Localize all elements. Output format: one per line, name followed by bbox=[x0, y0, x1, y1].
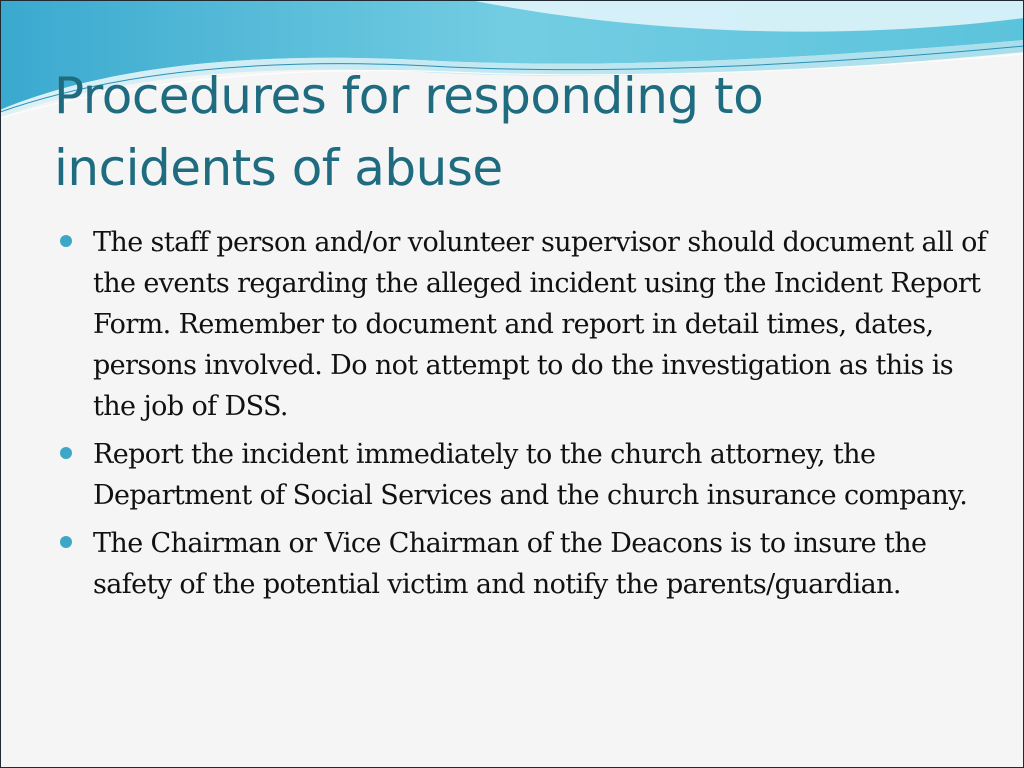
bullet-item bbox=[57, 434, 997, 516]
bullet-text: The staff person and/or volunteer supervisor should document all of the events regarding the alleged incident using the Incident Report Form. Remember to document and report in detail times, dates, persons involved. Do not attempt to do the investigation as this is the job of DSS. bbox=[93, 227, 987, 422]
bullet-item bbox=[57, 523, 997, 605]
bullet-text: Report the incident immediately to the church attorney, the Department of Social Services and the church insurance company. bbox=[93, 439, 968, 511]
bullet-dot-icon bbox=[60, 235, 72, 247]
title-line-2: incidents of abuse bbox=[54, 139, 503, 197]
bullet-dot-icon bbox=[60, 536, 72, 548]
bullet-item bbox=[57, 222, 997, 427]
bullet-dot-icon bbox=[60, 447, 72, 459]
title-line-1: Procedures for responding to bbox=[54, 67, 764, 125]
slide-title bbox=[54, 60, 974, 204]
bullet-text: The Chairman or Vice Chairman of the Deacons is to insure the safety of the potential victim and notify the parents/guardian. bbox=[93, 528, 927, 600]
bullet-list bbox=[57, 222, 997, 612]
